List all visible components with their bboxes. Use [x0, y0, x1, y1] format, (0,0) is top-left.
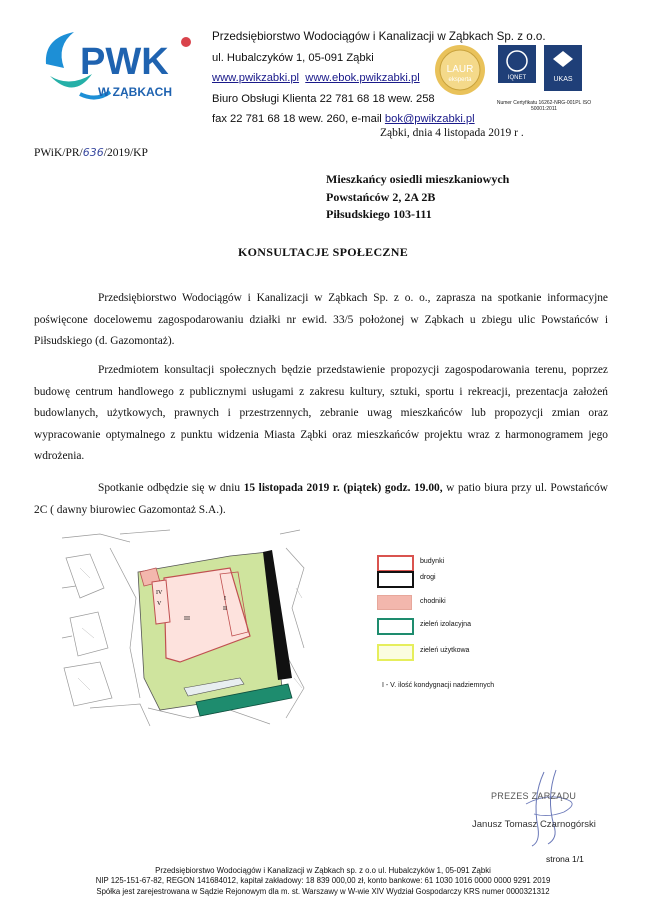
ukas-badge	[544, 45, 582, 91]
footer-line: Spółka jest zarejestrowana w Sądzie Rejonowym dla m. st. Warszawy w W-wie XIV Wydział Gospodarczy KRS numer 0000321312	[96, 886, 550, 896]
phone-line: Biuro Obsługi Klienta 22 781 68 18 wew. 258	[212, 92, 435, 105]
reference-number	[34, 146, 148, 159]
legend-label: zieleń użytkowa	[420, 647, 470, 654]
paragraph-text: Przedsiębiorstwo Wodociągów i Kanalizacji w Ząbkach Sp. z o. o., zaprasza na spotkanie informacyjne poświęcone docelowemu zagospodarowaniu działki nr ewid. 33/5 położonej w Ząbkach u zbiegu ulic Powstańców i Piłsudskiego (d. Gazomontaż).	[34, 292, 608, 348]
company-footer	[0, 866, 646, 897]
fax-line: fax 22 781 68 18 wew. 260, e-mail	[212, 113, 382, 126]
storey-label: V	[157, 601, 162, 607]
paragraph-intro	[34, 288, 608, 353]
logo-subtitle: W ZĄBKACH	[98, 85, 172, 99]
page-number: strona 1/1	[546, 854, 584, 864]
paragraph-meeting	[34, 478, 608, 521]
certificate-number: Numer Certyfikatu 16262-NRG-001PL ISO 50001:2011	[496, 100, 592, 112]
email-link[interactable]: bok@pwikzabki.pl	[384, 113, 475, 126]
paragraph-text: w patio biura przy ul. Powstańców 2C ( dawny biurowiec Gazomontaż S.A.).	[34, 482, 608, 516]
legend-label: chodniki	[420, 598, 446, 605]
paragraph-text: Spotkanie odbędzie się w dniu	[98, 482, 244, 494]
recipient-line: Powstańców 2, 2A 2B	[326, 189, 436, 204]
legend-swatch-isolation-green	[377, 618, 414, 635]
iqnet-text: IQNET	[507, 75, 527, 81]
site-plan-map	[60, 528, 306, 728]
recipient-line: Mieszkańcy osiedli mieszkaniowych	[326, 172, 510, 186]
footer-line: Przedsiębiorstwo Wodociągów i Kanalizacji w Ząbkach sp. z o.o ul. Hubalczyków 1, 05-091 Ząbki	[155, 866, 491, 875]
letter-date: Ząbki, dnia 4 listopada 2019 r .	[380, 127, 524, 139]
laur-eksperta-badge	[434, 44, 486, 96]
letterhead	[212, 27, 598, 130]
legend-swatch-usable-green	[377, 644, 414, 661]
storey-label: III	[184, 616, 190, 622]
meeting-date: 15 listopada 2019 r. (piątek) godz. 19.00,	[243, 482, 443, 494]
legend-note: I - V. ilość kondygnacji nadziemnych	[382, 682, 495, 689]
legend-swatch-sidewalks	[377, 595, 412, 610]
legend-label: zieleń izolacyjna	[420, 621, 471, 628]
footer-line: NIP 125-151-67-82, REGON 141684012, kapitał zakładowy: 18 839 000,00 zł, konto bankowe: 61 1030 1016 0000 0000 9291 2019	[95, 876, 551, 886]
handwritten-signature	[468, 768, 598, 848]
paragraph-text: Przedmiotem konsultacji społecznych będzie przedstawienie propozycji zagospodarowania terenu, poprzez budowę centrum handlowego z publicznymi usługami z zakresu kultury, sztuki, sportu i rekreacji, prezentacja założeń budowlanych, użytkowych, prawnych i przestrzennych, zebranie uwag mieszkańców lub propozycji zmian oraz wypracowanie optymalnego z punktu widzenia Miasta Ząbki oraz mieszkańców projektu wraz z harmonogramem jego wdrożenia.	[34, 364, 608, 463]
recipient-block	[326, 171, 509, 224]
laur-sub: eksperta	[448, 77, 472, 83]
website-link[interactable]: www.pwikzabki.pl	[212, 72, 300, 85]
ukas-text: UKAS	[553, 76, 573, 83]
pwik-logo	[40, 24, 202, 108]
ref-handwritten-number: 636	[82, 146, 104, 159]
signatory-role: PREZES ZARZĄDU	[491, 791, 577, 801]
company-address: ul. Hubalczyków 1, 05-091 Ząbki	[212, 51, 374, 64]
recipient-line: Piłsudskiego 103-111	[326, 207, 432, 221]
storey-label: I	[224, 596, 226, 602]
ebok-link[interactable]: www.ebok.pwikzabki.pl	[305, 72, 420, 85]
ref-prefix: PWiK/PR/	[34, 147, 83, 159]
legend-label: drogi	[420, 574, 436, 581]
paragraph-subject	[34, 360, 608, 468]
company-name: Przedsiębiorstwo Wodociągów i Kanalizacji w Ząbkach Sp. z o.o.	[212, 30, 546, 43]
storey-label: II	[223, 606, 227, 612]
legend-label: budynki	[420, 558, 445, 565]
iqnet-badge	[498, 45, 536, 83]
signatory-name: Janusz Tomasz Czarnogórski	[472, 819, 596, 830]
laur-text: LAUR	[446, 64, 474, 75]
ref-suffix: /2019/KP	[103, 147, 148, 159]
logo-wordmark: PWK	[80, 41, 169, 83]
letter-title: KONSULTACJE SPOŁECZNE	[237, 245, 408, 259]
legend-swatch-buildings	[377, 555, 414, 572]
storey-label: IV	[156, 590, 163, 596]
legend-swatch-roads	[377, 571, 414, 588]
